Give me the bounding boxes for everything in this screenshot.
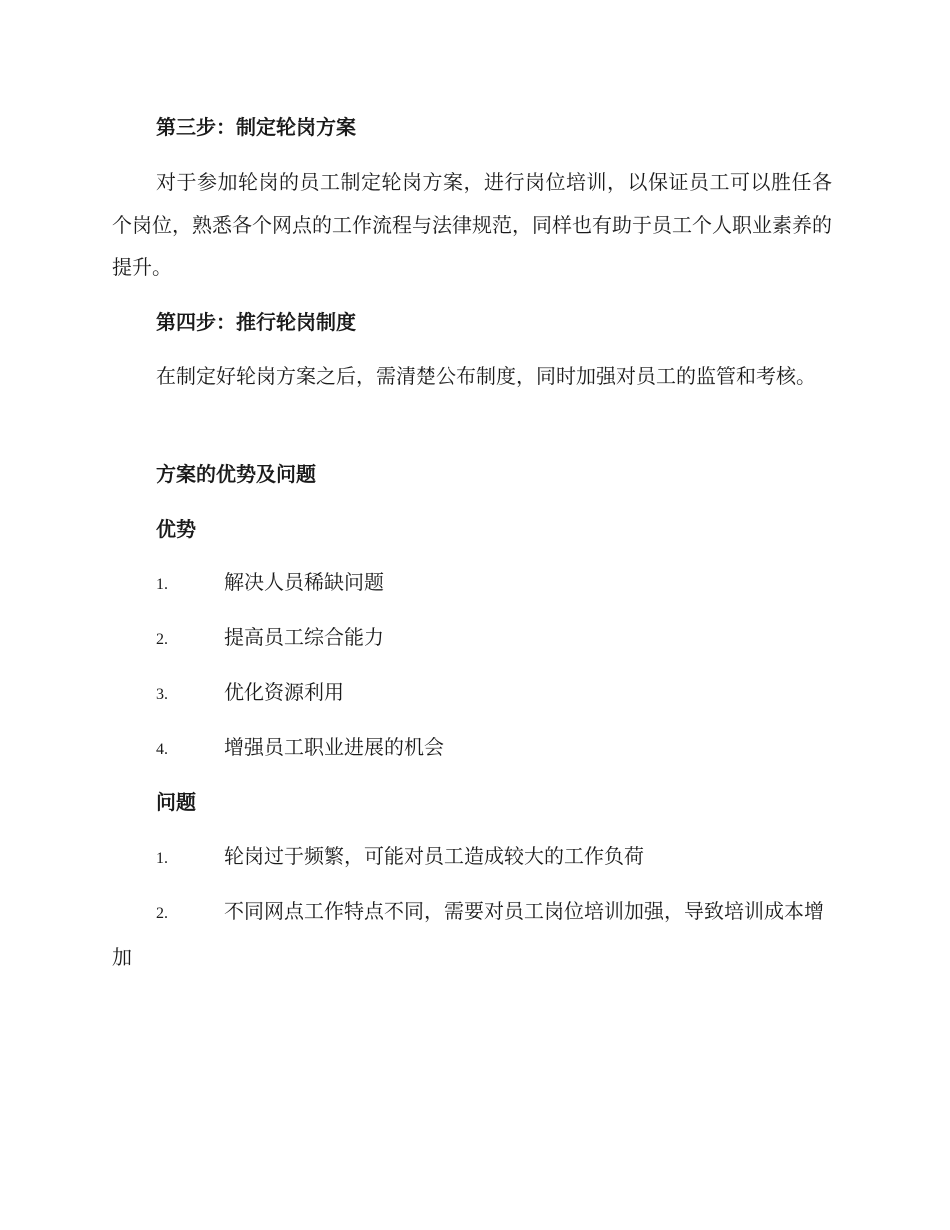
list-item-number: 2. [156, 631, 168, 648]
step4-heading: 第四步：推行轮岗制度 [156, 310, 356, 334]
pros-cons-heading: 方案的优势及问题 [156, 462, 316, 486]
step4-paragraph: 在制定好轮岗方案之后，需清楚公布制度，同时加强对员工的监管和考核。 [156, 364, 816, 388]
step3-paragraph: 对于参加轮岗的员工制定轮岗方案，进行岗位培训，以保证员工可以胜任各个岗位，熟悉各个网点的工作流程与法律规范，同样也有助于员工个人职业素养的提升。 [112, 170, 832, 279]
list-item [156, 732, 444, 765]
list-item [112, 890, 832, 978]
list-item-text: 解决人员稀缺问题 [224, 570, 384, 594]
step3-heading: 第三步：制定轮岗方案 [156, 115, 356, 139]
list-item-text: 优化资源利用 [224, 680, 344, 704]
list-item-text: 提高员工综合能力 [224, 625, 384, 649]
list-item [156, 677, 344, 710]
list-item-number: 2. [156, 905, 168, 922]
list-item-number: 1. [156, 850, 168, 867]
list-item-text: 轮岗过于频繁，可能对员工造成较大的工作负荷 [224, 844, 644, 868]
list-item-text: 增强员工职业进展的机会 [224, 735, 444, 759]
list-item-number: 3. [156, 686, 168, 703]
list-item [156, 841, 644, 874]
list-item [156, 622, 384, 655]
list-item-number: 4. [156, 741, 168, 758]
advantages-heading: 优势 [156, 517, 196, 541]
list-item-number: 1. [156, 576, 168, 593]
list-item [156, 567, 384, 600]
problems-heading: 问题 [156, 790, 196, 814]
list-item-text: 不同网点工作特点不同，需要对员工岗位培训加强，导致培训成本增加 [112, 899, 824, 969]
